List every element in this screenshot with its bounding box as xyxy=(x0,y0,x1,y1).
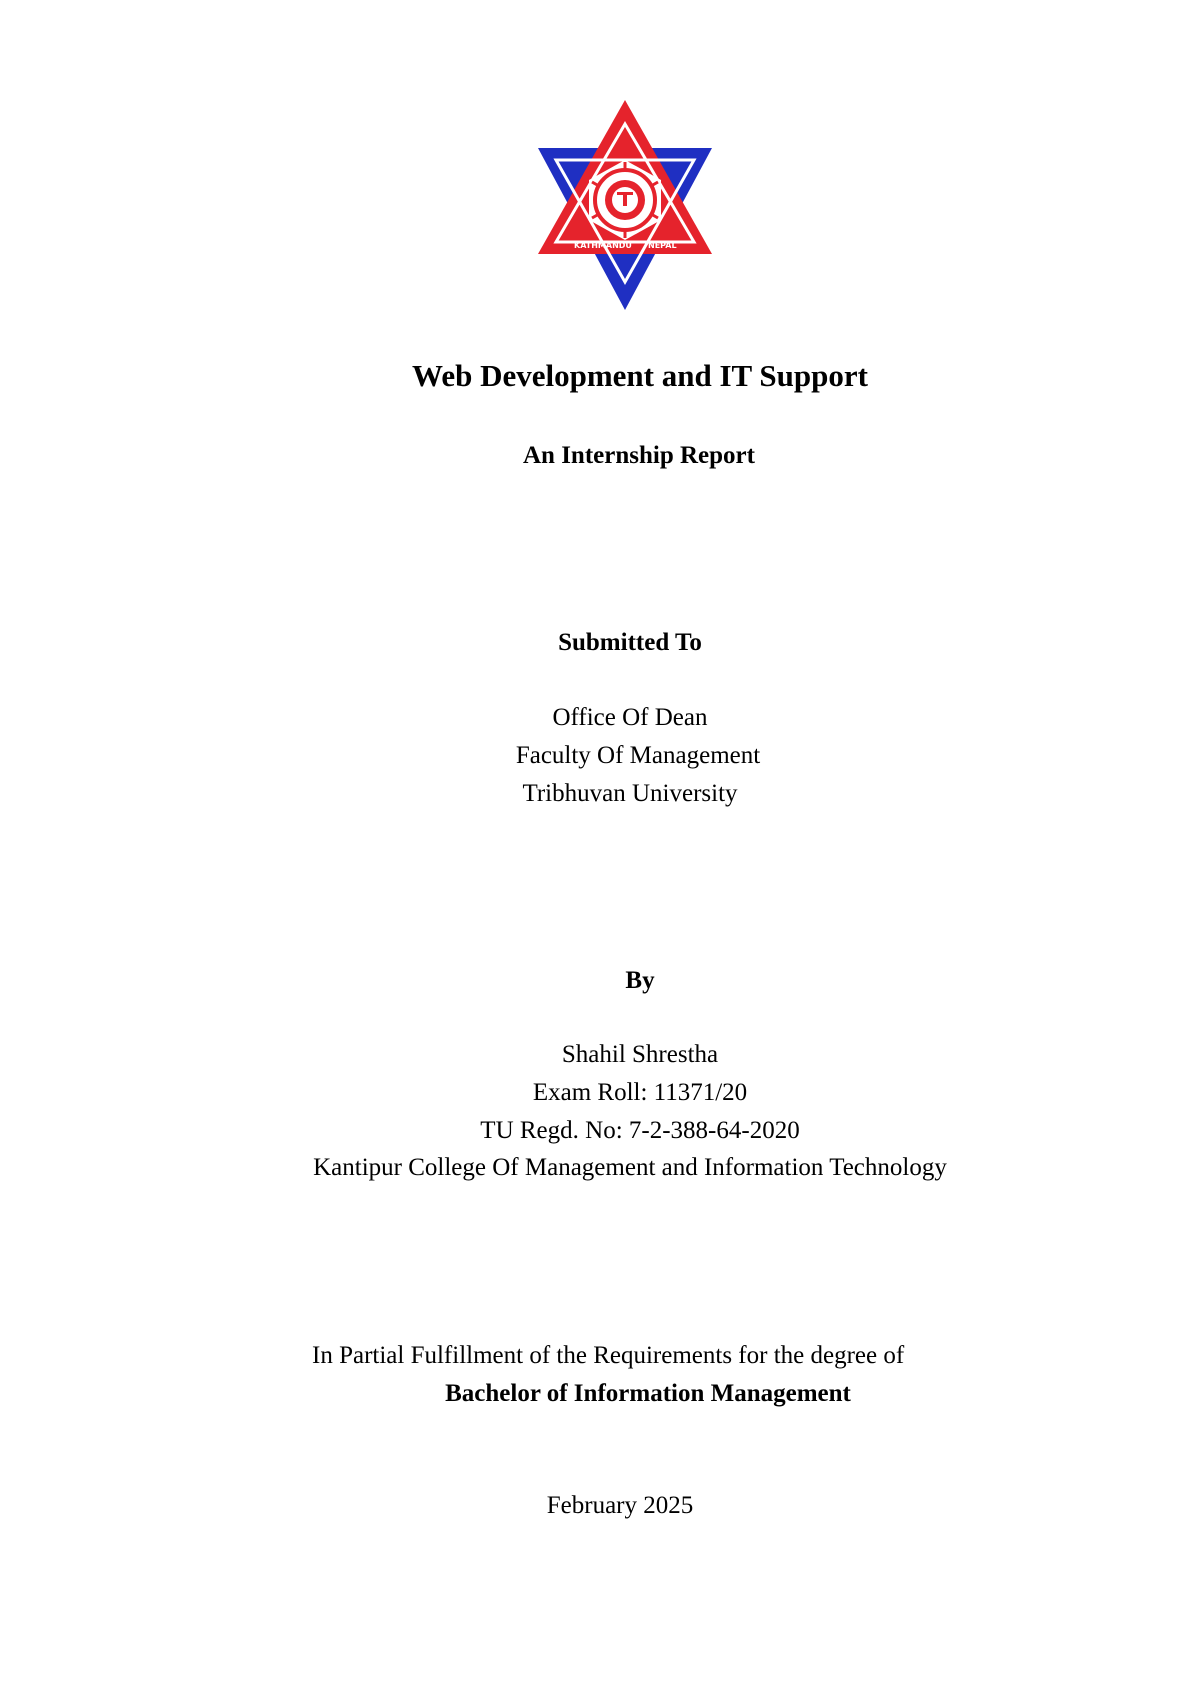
tu-regd-no: TU Regd. No: 7-2-388-64-2020 xyxy=(480,1117,800,1144)
by-heading: By xyxy=(625,967,655,994)
submitted-to-line-2: Faculty Of Management xyxy=(515,742,761,769)
tribhuvan-university-seal xyxy=(536,100,714,310)
fulfillment-statement: In Partial Fulfillment of the Requirements for the degree of xyxy=(312,1342,905,1369)
exam-roll: Exam Roll: 11371/20 xyxy=(532,1079,748,1106)
degree-name: Bachelor of Information Management xyxy=(445,1380,851,1407)
submitted-to-line-1: Office Of Dean xyxy=(552,704,708,731)
seal-caption-left: KATHMANDU xyxy=(574,241,632,250)
author-name: Shahil Shrestha xyxy=(561,1041,719,1068)
seal-caption-right: NEPAL xyxy=(648,241,677,250)
submitted-to-line-3: Tribhuvan University xyxy=(522,780,738,807)
report-title: Web Development and IT Support xyxy=(412,358,868,393)
report-date: February 2025 xyxy=(546,1492,694,1519)
report-subtitle: An Internship Report xyxy=(523,442,755,469)
submitted-to-heading: Submitted To xyxy=(558,629,702,656)
college-name: Kantipur College Of Management and Information Technology xyxy=(313,1154,947,1181)
